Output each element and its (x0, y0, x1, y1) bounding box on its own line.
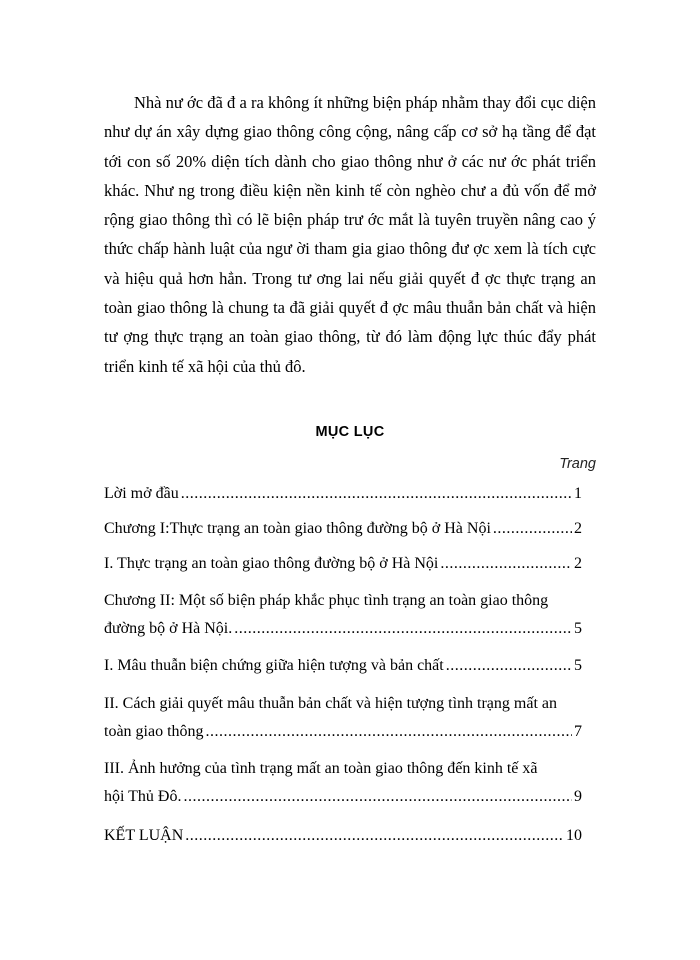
toc-leader-dots (493, 515, 572, 543)
toc-entry-text: Chương I:Thực trạng an toàn giao thông đường bộ ở Hà Nội (104, 520, 491, 537)
toc-page-number: 2 (574, 555, 582, 572)
toc-leader-dots (183, 783, 572, 811)
toc-leader-dots (440, 550, 572, 578)
toc-entry-text: I. Thực trạng an toàn giao thông đường bộ ở Hà Nội (104, 555, 439, 572)
toc-title: MỤC LỤC (315, 424, 385, 440)
toc-page-number: 7 (574, 723, 582, 740)
toc-entry-text: toàn giao thông (104, 723, 204, 740)
toc-entry-first-line: Chương II: Một số biện pháp khắc phục tình trạng an toàn giao thông (104, 592, 549, 609)
toc-entry-ket-luan[interactable] (104, 822, 582, 850)
toc-leader-dots (234, 615, 572, 643)
toc-leader-dots (181, 480, 572, 508)
toc-entry-text: I. Mâu thuẫn biện chứng giữa hiện tượng và bản chất (104, 657, 444, 674)
toc-page-number: 5 (574, 657, 582, 674)
toc-entry-text: hội Thủ Đô. (104, 788, 182, 805)
toc-entry-text: đường bộ ở Hà Nội. (104, 620, 233, 637)
toc-page-number: 5 (574, 620, 582, 637)
toc-leader-dots (206, 718, 572, 746)
toc-entry-text: KẾT LUẬN (104, 827, 184, 844)
toc-entry-chuong-2-section-3[interactable] (104, 755, 582, 811)
toc-entry-first-line: II. Cách giải quyết mâu thuẫn bản chất và hiện tượng tình trạng mất an (104, 695, 557, 712)
toc-entry-chuong-2-section-2[interactable] (104, 690, 582, 746)
toc-page-header: Trang (559, 456, 596, 472)
toc-entry-chuong-1[interactable] (104, 515, 582, 543)
toc-entry-chuong-1-section-1[interactable] (104, 550, 582, 578)
intro-paragraph: Nhà nư ớc đã đ a ra không ít những biện pháp nhằm thay đổi cục diện như dự án xây dựng giao thông công cộng, nâng cấp cơ sở hạ tầng để đạt tới con số 20% diện tích dành cho giao thông như ở các nư ớc phát triển khác. Như ng trong điều kiện nền kinh tế còn nghèo chư a đủ vốn để mở rộng giao thông thì có lẽ biện pháp trư ớc mắt là tuyên truyền nâng cao ý thức chấp hành luật của ngư ời tham gia giao thông đư ợc xem là tích cực và hiệu quả hơn hẳn. Trong tư ơng lai nếu giải quyết đ ợc thực trạng an toàn giao thông là chung ta đã giải quyết đ ợc mâu thuẫn bản chất và hiện tư ợng thực trạng an toàn giao thông, từ đó làm động lực thúc đẩy phát triển kinh tế xã hội của thủ đô. (104, 93, 596, 376)
toc-entry-chuong-2-section-1[interactable] (104, 652, 582, 680)
toc-page-number: 2 (574, 520, 582, 537)
toc-page-number: 1 (574, 485, 582, 502)
toc-leader-dots (446, 652, 572, 680)
toc-page-number: 10 (566, 827, 582, 844)
toc-entry-chuong-2[interactable] (104, 587, 582, 643)
toc-entry-first-line: III. Ảnh hưởng của tình trạng mất an toàn giao thông đến kinh tế xã (104, 760, 538, 777)
toc-entry-text: Lời mở đầu (104, 485, 179, 502)
toc-entry-loi-mo-dau[interactable] (104, 480, 582, 508)
toc-leader-dots (185, 822, 564, 850)
toc-page-number: 9 (574, 788, 582, 805)
